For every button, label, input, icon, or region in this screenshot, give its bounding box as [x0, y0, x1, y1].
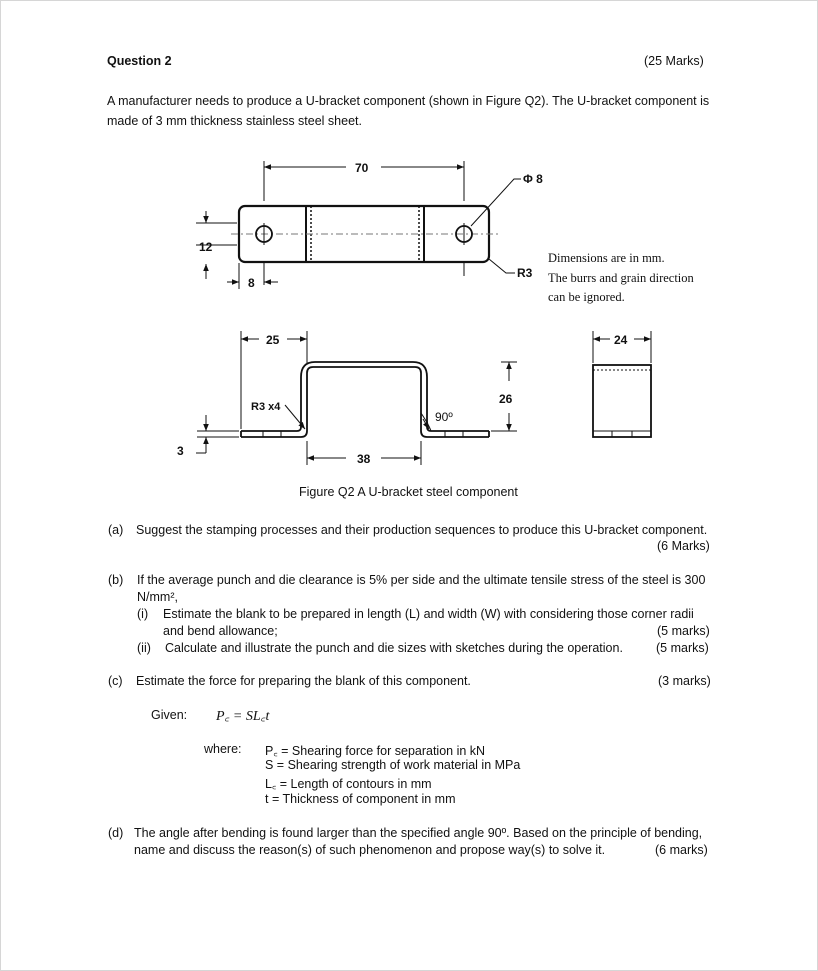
dim-90: 90º	[435, 410, 453, 424]
intro-line-2: made of 3 mm thickness stainless steel sheet.	[107, 114, 362, 128]
part-d-marks: (6 marks)	[655, 843, 708, 857]
top-view-blank	[231, 206, 501, 262]
part-b-text-1: If the average punch and die clearance is 5% per side and the ultimate tensile stress of the steel is 300	[137, 573, 706, 587]
figure-q2-drawing	[1, 1, 817, 501]
where-label: where:	[204, 742, 242, 756]
dim-24: 24	[614, 333, 628, 347]
figure-note-line-1: Dimensions are in mm.	[548, 251, 665, 265]
given-label: Given:	[151, 708, 188, 722]
def-contour-length: L꜀ = Length of contours in mm	[265, 777, 432, 791]
dim-25: 25	[266, 333, 280, 347]
front-view-u-profile	[241, 362, 489, 437]
part-c-label: (c)	[108, 674, 123, 688]
side-view	[593, 365, 651, 437]
question-title: Question 2	[107, 54, 172, 68]
part-b-ii-label: (ii)	[137, 641, 151, 655]
dim-38: 38	[357, 452, 371, 466]
part-b-i-label: (i)	[137, 607, 149, 621]
figure-note-line-3: can be ignored.	[548, 290, 625, 304]
dim-3: 3	[177, 444, 184, 458]
part-d-label: (d)	[108, 826, 124, 840]
part-c-text: Estimate the force for preparing the blank of this component.	[136, 674, 471, 688]
dim-r3x4: R3 x4	[251, 401, 281, 413]
part-a-label: (a)	[108, 523, 124, 537]
dim-12: 12	[199, 240, 213, 254]
intro-line-1: A manufacturer needs to produce a U-bracket component (shown in Figure Q2). The U-bracket component is	[107, 94, 710, 108]
part-b-ii-text: Calculate and illustrate the punch and die sizes with sketches during the operation.	[165, 641, 623, 655]
figure-note-line-2: The burrs and grain direction	[548, 271, 694, 285]
part-a-marks: (6 Marks)	[657, 539, 710, 553]
dim-r3: R3	[517, 266, 533, 280]
part-a-text: Suggest the stamping processes and their production sequences to produce this U-bracket component.	[136, 523, 708, 537]
part-b-ii-marks: (5 marks)	[656, 641, 709, 655]
part-c-marks: (3 marks)	[658, 674, 711, 688]
dim-70: 70	[355, 161, 369, 175]
dim-phi-8: Φ 8	[523, 172, 543, 186]
part-b-i-text-1: Estimate the blank to be prepared in length (L) and width (W) with considering those corner radii	[163, 607, 694, 621]
def-shearing-force: P꜀ = Shearing force for separation in kN	[265, 744, 486, 758]
shear-force-formula: P꜀ = SL꜀t	[216, 709, 270, 724]
part-d-text-2: name and discuss the reason(s) of such phenomenon and propose way(s) to solve it.	[134, 843, 606, 857]
question-marks: (25 Marks)	[644, 54, 704, 68]
figure-caption: Figure Q2 A U-bracket steel component	[299, 485, 518, 499]
part-b-label: (b)	[108, 573, 124, 587]
part-b-i-text-2: and bend allowance;	[163, 624, 278, 638]
dim-8: 8	[248, 276, 255, 290]
part-b-i-marks: (5 marks)	[657, 624, 710, 638]
part-b-text-2: N/mm²,	[137, 590, 178, 604]
def-shearing-strength: S = Shearing strength of work material in MPa	[265, 758, 521, 772]
dim-26: 26	[499, 392, 513, 406]
part-d-text-1: The angle after bending is found larger than the specified angle 90º. Based on the principle of bending,	[134, 826, 703, 840]
def-thickness: t = Thickness of component in mm	[265, 792, 456, 806]
